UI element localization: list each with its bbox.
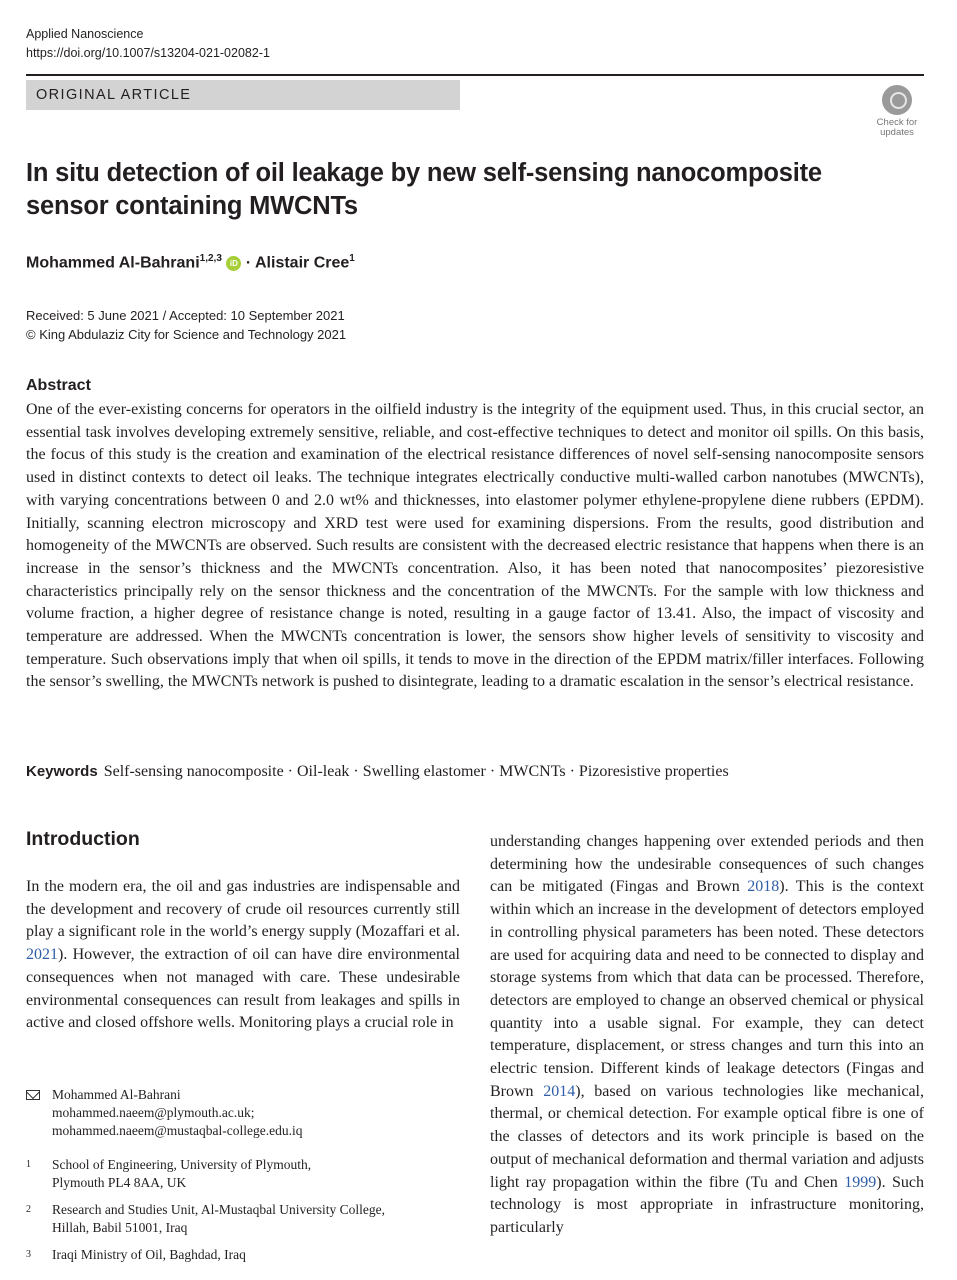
affiliation: 2 Research and Studies Unit, Al-Mustaqbal University College, Hillah, Babil 51001, Iraq — [26, 1202, 385, 1235]
affiliation: 1 School of Engineering, University of Plymouth, Plymouth PL4 8AA, UK — [26, 1157, 312, 1190]
envelope-icon — [26, 1090, 40, 1100]
email-link[interactable]: mohammed.naeem@mustaqbal-college.edu.iq — [52, 1123, 303, 1138]
received-accepted: Received: 5 June 2021 / Accepted: 10 September 2021 — [26, 308, 345, 323]
citation-link[interactable]: 2014 — [543, 1082, 576, 1100]
author-affil: 1,2,3 — [199, 253, 222, 264]
keywords — [26, 763, 924, 781]
author-affil: 1 — [349, 253, 355, 264]
author-name[interactable]: Alistair Cree — [255, 254, 350, 272]
intro-left-column: In the modern era, the oil and gas industries are indispensable and the development and recovery of crude oil resources currently still play a significant role in the world’s energy supply (Mozaffari et al. 2021). However, the extraction of oil can have dire environmental consequences when not managed with care. These undesirable environmental consequences can result from leakages and spills in active and closed offshore wells. Monitoring plays a crucial role in — [26, 878, 460, 1032]
keywords-list: Self-sensing nanocomposite · Oil-leak · Swelling elastomer · MWCNTs · Pizoresistive properties — [103, 763, 729, 780]
email-link[interactable]: mohammed.naeem@plymouth.ac.uk; — [52, 1105, 255, 1120]
affiliation: 3 Iraqi Ministry of Oil, Baghdad, Iraq — [26, 1247, 246, 1262]
abstract-text: One of the ever-existing concerns for operators in the oilfield industry is the integrity of the equipment used. Thus, in this crucial sector, an essential task involves developing extremely sensitive, reliable, and cost-effective techniques to detect and monitor oil spills. On this basis, the focus of this study is the creation and examination of the electrical resistance differences of novel self-sensing nanocomposite sensors used in distinct contexts to detect oil leaks. The technique integrates electrically conductive multi-walled carbon nanotubes (MWCNTs), with varying concentrations between 0 and 2.0 wt% and thicknesses, into elastomer polymer ethylene-propylene diene rubbers (EPDM). Initially, scanning electron microscopy and XRD test were used for examining dispersions. From the results, good distribution and homogeneity of the MWCNTs are observed. Such results are consistent with the decreased electric resistance that happens when there is an increase in the sensor’s thickness and the MWCNTs concentration. Also, it has been noted that nanocomposites’ piezoresistive characteristics principally rely on the sensor thickness and the concentration of the MWCNTs. For the sample with low thickness and volume fraction, a higher degree of resistance change is noted, resulting in a gauge factor of 13.41. Also, the impact of viscosity and temperature are addressed. When the MWCNTs concentration is lower, the sensors show higher levels of sensitivity to viscosity and temperature. Such observations imply that when oil spills, it tends to move in the direction of the EPDM matrix/filler interfaces. Following the sensor’s swelling, the MWCNTs network is pushed to disintegrate, leading to a dramatic escalation in the sensor’s electrical resistance. — [26, 401, 924, 691]
citation-link[interactable]: 2018 — [747, 878, 780, 896]
journal-name: Applied Nanoscience — [26, 27, 144, 41]
citation-link[interactable]: 2021 — [26, 946, 58, 964]
author-name[interactable]: Mohammed Al-Bahrani — [26, 254, 200, 272]
introduction-heading: Introduction — [26, 828, 140, 850]
intro-right-column: understanding changes happening over extended periods and then determining how the undesirable consequences of such changes can be mitigated (Fingas and Brown 2018). This is the context within which an increase in the development of detectors employed in controlling physical parameters has been noted. These detectors are used for acquiring data and need to be connected to display and storage systems from which that data can be processed. Therefore, detectors are employed to change an observed chemical or physical quantity into a usable signal. For example, they can detect temperature, displacement, or stress changes and turn this into an electric tension. Different kinds of leakage detectors (Fingas and Brown 2014), based on various technologies like mechanical, thermal, or chemical detection. For example optical fibre is one of the classes of detectors and its work principle is based on the output of mechanical deformation and thermal variation and adjusts light ray propagation within the fibre (Tu and Chen 1999). Such technology is most appropriate in infrastructure monitoring, particularly — [490, 833, 925, 1236]
check-for-updates-button[interactable]: Check for updates — [870, 85, 924, 141]
orcid-icon[interactable]: iD — [226, 256, 241, 271]
article-type-badge: ORIGINAL ARTICLE — [26, 80, 460, 110]
journal-header — [26, 25, 270, 63]
footnotes — [26, 1086, 460, 1264]
author-list — [26, 253, 355, 272]
doi-link[interactable]: https://doi.org/10.1007/s13204-021-02082-1 — [26, 46, 270, 60]
article-title: In situ detection of oil leakage by new self-sensing nanocomposite sensor containing MWCNTs — [26, 159, 822, 220]
corresponding-author — [26, 1086, 460, 1140]
copyright: © King Abdulaziz City for Science and Technology 2021 — [26, 327, 347, 342]
author-separator: · — [245, 254, 252, 272]
citation-link[interactable]: 1999 — [844, 1173, 877, 1191]
contact-name: Mohammed Al-Bahrani — [52, 1087, 181, 1102]
keywords-heading: Keywords — [26, 763, 98, 780]
header-rule — [26, 74, 924, 76]
article-dates — [26, 306, 346, 344]
abstract-heading: Abstract — [26, 377, 91, 394]
check-updates-icon — [882, 85, 912, 115]
